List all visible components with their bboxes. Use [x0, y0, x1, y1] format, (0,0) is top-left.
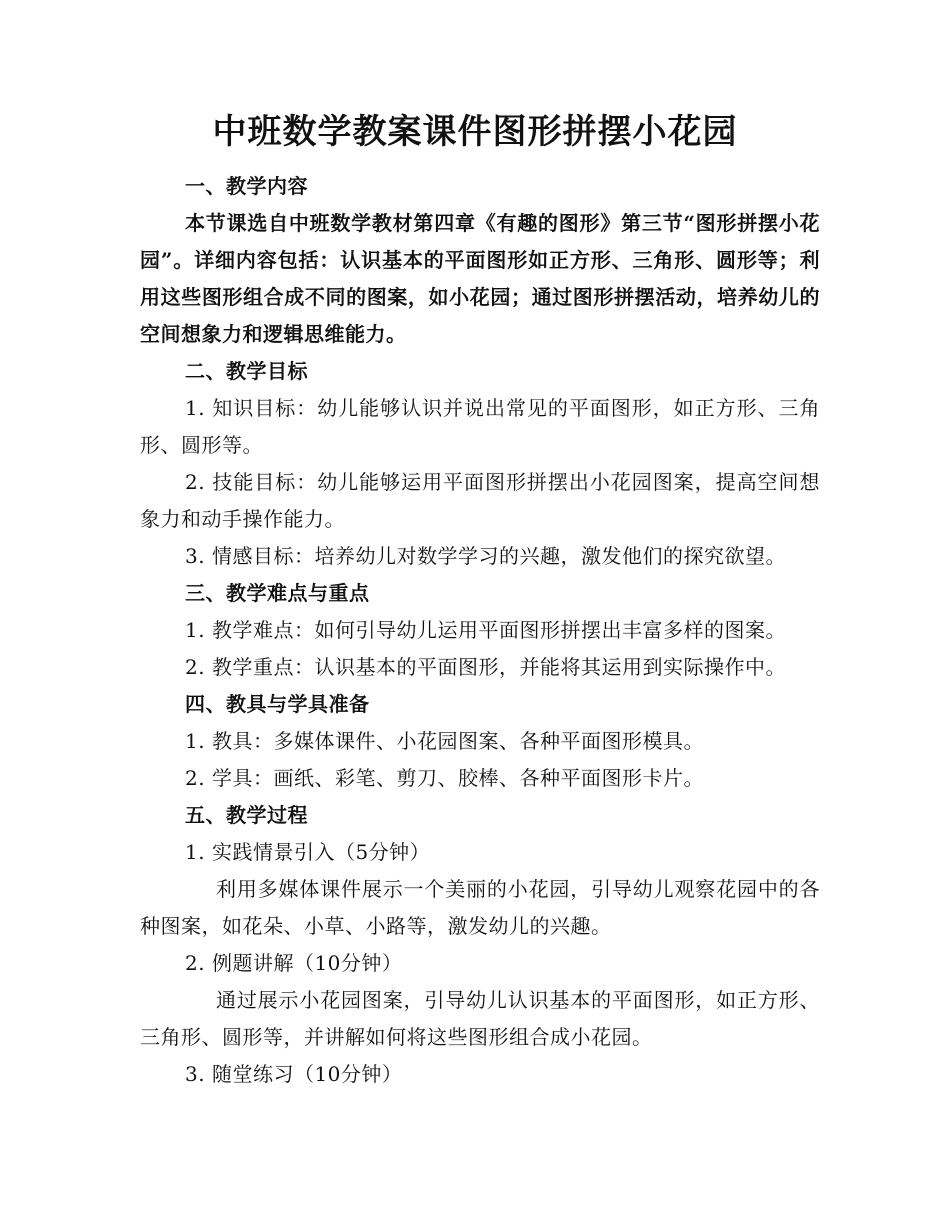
- goal-item-knowledge: 1. 知识目标：幼儿能够认识并说出常见的平面图形，如正方形、三角形、圆形等。: [140, 396, 820, 457]
- process-step-label: 2. 例题讲解（10分钟）: [185, 951, 403, 975]
- document-title: 中班数学教案课件图形拼摆小花园: [212, 112, 738, 152]
- section-heading-materials: 四、教具与学具准备: [185, 692, 370, 716]
- process-step-label: 3. 随堂练习（10分钟）: [185, 1062, 403, 1086]
- teaching-content-paragraph: 本节课选自中班数学教材第四章《有趣的图形》第三节“图形拼摆小花园”。详细内容包括：认识基本的平面图形如正方形、三角形、圆形等；利用这些图形组合成不同的图案，如小花园；通过图形拼摆活动，培养幼儿的空间想象力和逻辑思维能力。: [140, 211, 820, 346]
- section-heading-teaching-content: 一、教学内容: [185, 174, 308, 198]
- learning-aids-item: 2. 学具：画纸、彩笔、剪刀、胶棒、各种平面图形卡片。: [185, 766, 704, 790]
- section-heading-difficulties: 三、教学难点与重点: [185, 581, 370, 605]
- process-step-label: 1. 实践情景引入（5分钟）: [185, 840, 431, 864]
- difficulty-item: 1. 教学难点：如何引导幼儿运用平面图形拼摆出丰富多样的图案。: [185, 618, 786, 642]
- process-step-text: 通过展示小花园图案，引导幼儿认识基本的平面图形，如正方形、三角形、圆形等，并讲解如何将这些图形组合成小花园。: [140, 988, 820, 1049]
- goal-item-emotion: 3. 情感目标：培养幼儿对数学学习的兴趣，激发他们的探究欲望。: [185, 544, 786, 568]
- document-body: [140, 168, 820, 1093]
- section-heading-process: 五、教学过程: [185, 803, 308, 827]
- process-step-text: 利用多媒体课件展示一个美丽的小花园，引导幼儿观察花园中的各种图案，如花朵、小草、小路等，激发幼儿的兴趣。: [140, 877, 820, 938]
- key-point-item: 2. 教学重点：认识基本的平面图形，并能将其运用到实际操作中。: [185, 655, 786, 679]
- goal-item-skill: 2. 技能目标：幼儿能够运用平面图形拼摆出小花园图案，提高空间想象力和动手操作能力。: [140, 470, 820, 531]
- teaching-aids-item: 1. 教具：多媒体课件、小花园图案、各种平面图形模具。: [185, 729, 704, 753]
- section-heading-teaching-goals: 二、教学目标: [185, 359, 308, 383]
